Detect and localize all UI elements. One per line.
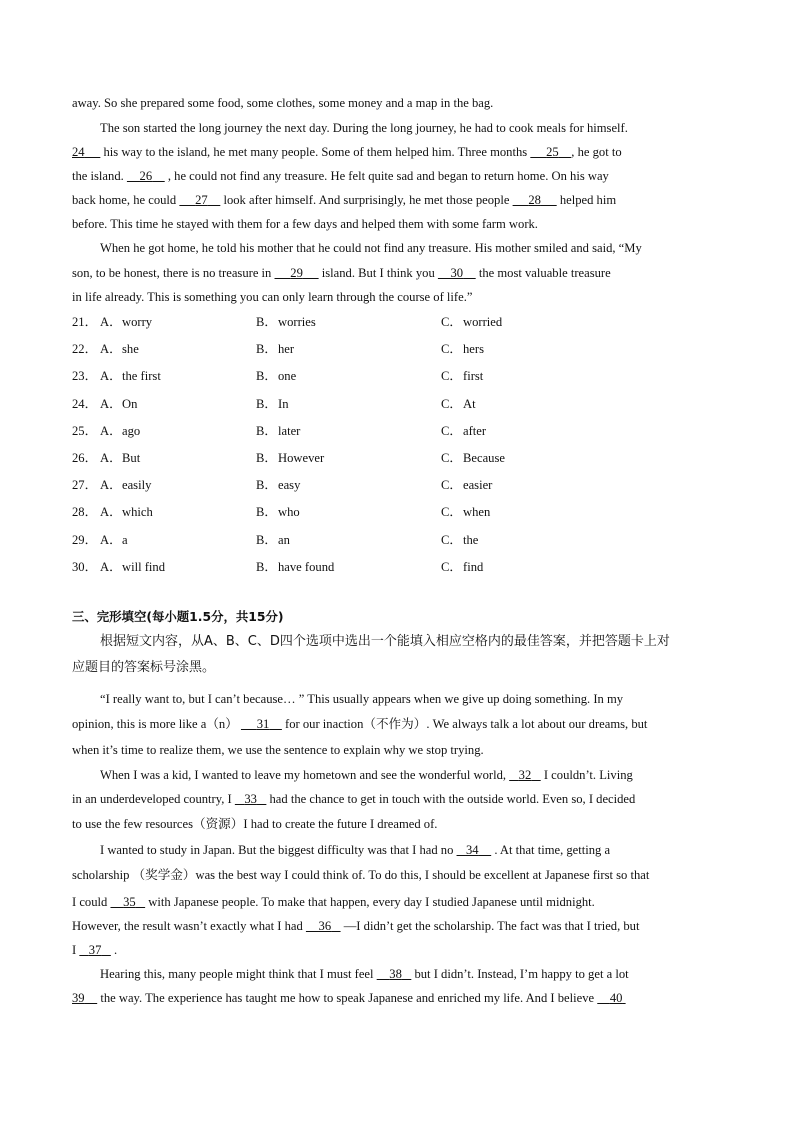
option-b-text: later [278,424,301,438]
passage2-line: However, the result wasn’t exactly what I had 36 —I didn’t get the scholarship. The fact was that I tried, but [72,919,640,933]
passage2-line: I wanted to study in Japan. But the biggest difficulty was that I had no 34 . At that time, getting a [100,843,611,857]
option-b [256,396,289,412]
option-a-text: easily [122,478,152,492]
question-number: 29． [72,533,98,547]
instructions: 根据短文内容，从A、B、C、D四个选项中选出一个能填入相应空格内的最佳答案，并把答题卡上对 [100,634,670,649]
option-c-text: easier [463,478,493,492]
passage2-line: 39 the way. The experience has taught me how to speak Japanese and enriched my life. And I believe 40 [72,990,722,1006]
blank-35: 35 [123,895,136,909]
blank-31: 31 [256,717,270,731]
passage2-line: in an underdeveloped country, I 33 had the chance to get in touch with the outside world. Even so, I decided [72,792,636,806]
option-a-text: ago [122,424,141,438]
option-a-text: she [122,342,139,356]
option-c [441,368,483,384]
section-heading: 三、完形填空(每小题1.5分，共15分) [72,609,284,624]
option-label: A． [100,478,122,492]
passage2-line: scholarship （奖学金）was the best way I could think of. To do this, I should be excellent at Japanese first so that [72,868,650,882]
option-b [256,314,316,330]
option-label: A． [100,342,122,356]
option-label: A． [100,424,122,438]
option-c [441,396,476,412]
option-c-text: when [463,505,491,519]
option-c-text: Because [463,451,505,465]
passage2-line: When I was a kid, I wanted to leave my hometown and see the wonderful world, 32 I couldn’t. Living [100,768,633,782]
option-a [72,450,140,466]
question-number: 27． [72,478,98,492]
blank-32: 32 [518,768,532,782]
option-b [256,559,334,575]
passage2-line: opinion, this is more like a（n） 31 for our inaction（不作为）. We always talk a lot about our dreams, but [72,717,648,731]
option-c [441,450,505,466]
option-a [72,477,151,493]
option-label: C． [441,451,462,465]
option-label: B． [256,315,277,329]
blank-26: 26 [139,169,153,183]
option-label: C． [441,315,462,329]
passage1-line: away. So she prepared some food, some clothes, some money and a map in the bag. [72,96,494,110]
option-c [441,341,484,357]
option-c-text: worried [463,315,503,329]
question-number: 22． [72,342,98,356]
option-b [256,532,290,548]
option-b-text: one [278,369,297,383]
option-label: C． [441,369,462,383]
blank-37: 37 [88,943,102,957]
option-b [256,341,294,357]
option-label: B． [256,342,277,356]
question-number: 24． [72,397,98,411]
blank-30: 30 [450,266,464,280]
instructions: 应题目的答案标号涂黑。 [72,660,216,675]
passage2-line: Hearing this, many people might think that I must feel 38 but I didn’t. Instead, I’m happy to get a lot [100,967,629,981]
option-b-text: her [278,342,295,356]
option-a-text: will find [122,560,166,574]
option-label: B． [256,533,277,547]
option-c [441,559,483,575]
option-a-text: the first [122,369,161,383]
option-a-text: But [122,451,141,465]
option-a [72,504,153,520]
option-label: A． [100,560,122,574]
option-label: B． [256,560,277,574]
option-a [72,396,137,412]
blank-28: 28 [528,193,541,207]
option-label: A． [100,505,122,519]
option-c [441,504,490,520]
option-label: C． [441,342,462,356]
question-number: 23． [72,369,98,383]
option-b-text: have found [278,560,335,574]
option-a-text: worry [122,315,153,329]
blank-27: 27 [195,193,208,207]
passage1-line: the island. 26 , he could not find any treasure. He felt quite sad and began to return home. On his way [72,169,609,183]
blank-38: 38 [389,967,402,981]
blank-29: 29 [290,266,303,280]
option-label: A． [100,533,122,547]
option-a [72,423,140,439]
passage1-line: The son started the long journey the next day. During the long journey, he had to cook meals for himself. [100,121,628,135]
question-number: 21． [72,315,98,329]
option-a-text: which [122,505,153,519]
option-c [441,477,492,493]
passage1-line: in life already. This is something you can only learn through the course of life.” [72,290,473,304]
option-label: C． [441,560,462,574]
option-b [256,504,300,520]
passage1-line: When he got home, he told his mother that he could not find any treasure. His mother smiled and said, “My [100,241,642,255]
passage2-line: I 37 . [72,943,118,957]
blank-40: 40 [609,991,623,1005]
option-a [72,368,161,384]
option-label: C． [441,397,462,411]
option-b-text: worries [278,315,316,329]
option-c [441,532,478,548]
question-number: 25． [72,424,98,438]
option-c [441,314,502,330]
option-a [72,341,139,357]
passage2-line: when it’s time to realize them, we use the sentence to explain why we stop trying. [72,743,484,757]
blank-34: 34 [465,843,479,857]
option-b [256,368,296,384]
option-label: B． [256,369,277,383]
option-label: A． [100,451,122,465]
option-c-text: find [463,560,484,574]
passage2-line: “I really want to, but I can’t because… ” This usually appears when we give up doing something. In my [100,692,624,706]
option-label: C． [441,424,462,438]
option-label: A． [100,397,122,411]
option-label: B． [256,505,277,519]
question-number: 28． [72,505,98,519]
option-label: C． [441,533,462,547]
blank-24: 24 [72,145,85,159]
option-c-text: after [463,424,487,438]
option-label: B． [256,478,277,492]
option-label: C． [441,505,462,519]
passage1-line: back home, he could 27 look after himself. And surprisingly, he met those people 28 helped him [72,193,617,207]
question-number: 30． [72,560,98,574]
option-label: B． [256,424,277,438]
option-label: B． [256,397,277,411]
option-a [72,559,165,575]
option-b [256,423,300,439]
option-b-text: easy [278,478,301,492]
option-a-text: a [122,533,128,547]
option-c [441,423,486,439]
option-label: C． [441,478,462,492]
passage1-line: 24 his way to the island, he met many people. Some of them helped him. Three months 25 , he got to [72,145,622,159]
option-b-text: In [278,397,289,411]
blank-39: 39 [72,991,85,1005]
option-c-text: first [463,369,484,383]
option-b-text: an [278,533,290,547]
option-a [72,532,128,548]
option-b [256,450,324,466]
passage1-line: before. This time he stayed with them for a few days and helped them with some farm work. [72,217,538,231]
option-c-text: hers [463,342,484,356]
option-a-text: On [122,397,138,411]
option-label: B． [256,451,277,465]
option-b [256,477,300,493]
passage2-line: I could 35 with Japanese people. To make that happen, every day I studied Japanese until midnight. [72,895,595,909]
option-c-text: At [463,397,476,411]
passage2-line: to use the few resources（资源）I had to create the future I dreamed of. [72,817,438,831]
option-label: A． [100,369,122,383]
option-b-text: who [278,505,300,519]
passage1-line: son, to be honest, there is no treasure in 29 island. But I think you 30 the most valuable treasure [72,266,611,280]
blank-25: 25 [546,145,559,159]
question-number: 26． [72,451,98,465]
option-a [72,314,152,330]
option-b-text: However [278,451,325,465]
option-label: A． [100,315,122,329]
blank-33: 33 [244,792,257,806]
option-c-text: the [463,533,479,547]
blank-36: 36 [318,919,332,933]
